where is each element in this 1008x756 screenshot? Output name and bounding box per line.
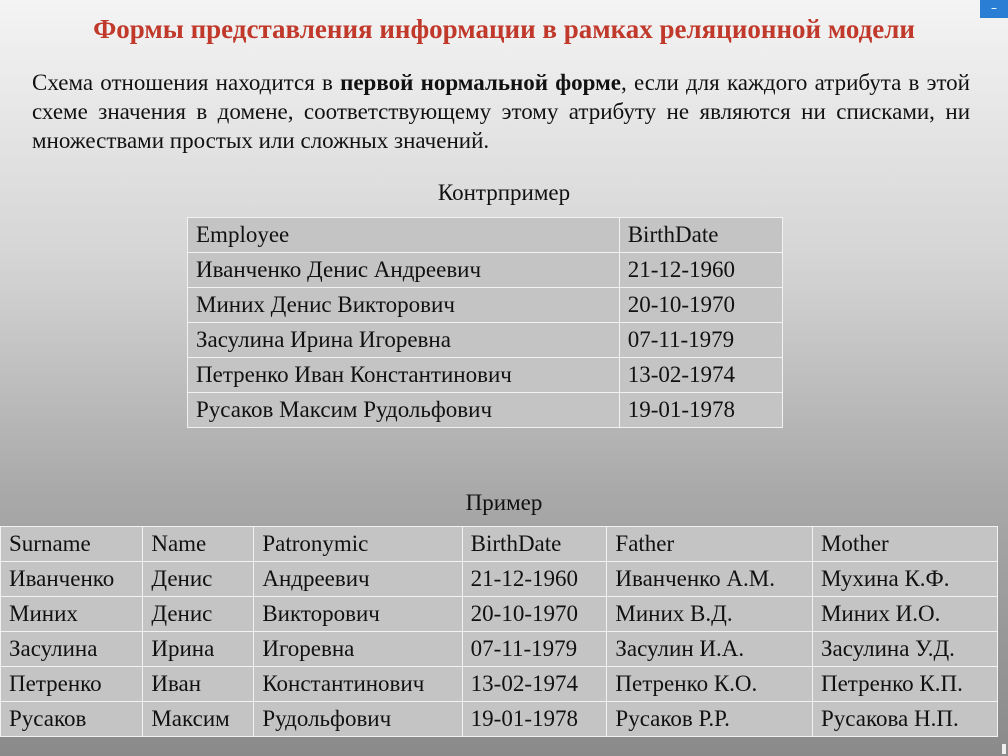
header-cell: Patronymic [254, 527, 462, 562]
table-cell: Миних И.О. [812, 597, 997, 632]
slide-title: Формы представления информации в рамках реляционной модели [93, 14, 915, 44]
table-cell: Миних Денис Викторович [188, 288, 620, 323]
table-cell: 21-12-1960 [619, 253, 782, 288]
table-cell: Максим [143, 702, 254, 737]
table-cell: Иван [143, 667, 254, 702]
table-cell: Петренко К.П. [812, 667, 997, 702]
table-cell: Иванченко Денис Андреевич [188, 253, 620, 288]
table-cell: Денис [143, 562, 254, 597]
table-row [188, 253, 783, 288]
table-row [188, 358, 783, 393]
example-caption: Пример [465, 490, 543, 515]
table-row [188, 323, 783, 358]
table-cell: Петренко Иван Константинович [188, 358, 620, 393]
table-cell: Андреевич [254, 562, 462, 597]
table-cell: 20-10-1970 [462, 597, 607, 632]
table-cell: Мухина К.Ф. [812, 562, 997, 597]
table-cell: Петренко [1, 667, 143, 702]
table-cell: 07-11-1979 [619, 323, 782, 358]
header-cell: Father [607, 527, 813, 562]
table-row [188, 393, 783, 428]
header-cell: Mother [812, 527, 997, 562]
table-cell: Игоревна [254, 632, 462, 667]
table-cell: Миних [1, 597, 143, 632]
header-cell: BirthDate [462, 527, 607, 562]
counterexample-caption: Контрпример [437, 180, 571, 205]
table-row [1, 597, 998, 632]
table-cell: Русакова Н.П. [812, 702, 997, 737]
header-cell: Name [143, 527, 254, 562]
table-header-row [188, 218, 783, 253]
table-cell: 20-10-1970 [619, 288, 782, 323]
table-cell: Миних В.Д. [607, 597, 813, 632]
paragraph-text-after: , если для каждого атрибута в этой схеме значения в домене, соответствующему этому атрибуту не являются ни списками, ни множествами простых или сложных значений. [32, 70, 970, 153]
table-cell: Петренко К.О. [607, 667, 813, 702]
table-cell: Иванченко А.М. [607, 562, 813, 597]
table-row [1, 702, 998, 737]
table-cell: Засулин И.А. [607, 632, 813, 667]
table-row [188, 288, 783, 323]
table-row [1, 632, 998, 667]
header-cell: BirthDate [619, 218, 782, 253]
table-cell: Денис [143, 597, 254, 632]
example-table [0, 526, 998, 737]
table-cell: 21-12-1960 [462, 562, 607, 597]
table-cell: Константинович [254, 667, 462, 702]
minimize-button[interactable]: – [980, 0, 1008, 18]
table-cell: Засулина Ирина Игоревна [188, 323, 620, 358]
table-cell: Викторович [254, 597, 462, 632]
table-cell: 07-11-1979 [462, 632, 607, 667]
table-cell: Иванченко [1, 562, 143, 597]
resize-handle[interactable] [1002, 744, 1006, 754]
table-cell: Русаков Максим Рудольфович [188, 393, 620, 428]
header-cell: Employee [188, 218, 620, 253]
counterexample-table [187, 217, 783, 428]
table-row [1, 562, 998, 597]
table-cell: 13-02-1974 [462, 667, 607, 702]
header-cell: Surname [1, 527, 143, 562]
table-cell: 13-02-1974 [619, 358, 782, 393]
table-cell: Рудольфович [254, 702, 462, 737]
paragraph-bold-term: первой нормальной форме [340, 70, 622, 95]
definition-paragraph [32, 68, 970, 155]
table-cell: Русаков Р.Р. [607, 702, 813, 737]
table-cell: 19-01-1978 [462, 702, 607, 737]
table-row [1, 667, 998, 702]
table-cell: 19-01-1978 [619, 393, 782, 428]
table-header-row [1, 527, 998, 562]
table-cell: Засулина У.Д. [812, 632, 997, 667]
paragraph-text-before: Схема отношения находится в [32, 70, 341, 95]
table-cell: Ирина [143, 632, 254, 667]
table-cell: Засулина [1, 632, 143, 667]
table-cell: Русаков [1, 702, 143, 737]
